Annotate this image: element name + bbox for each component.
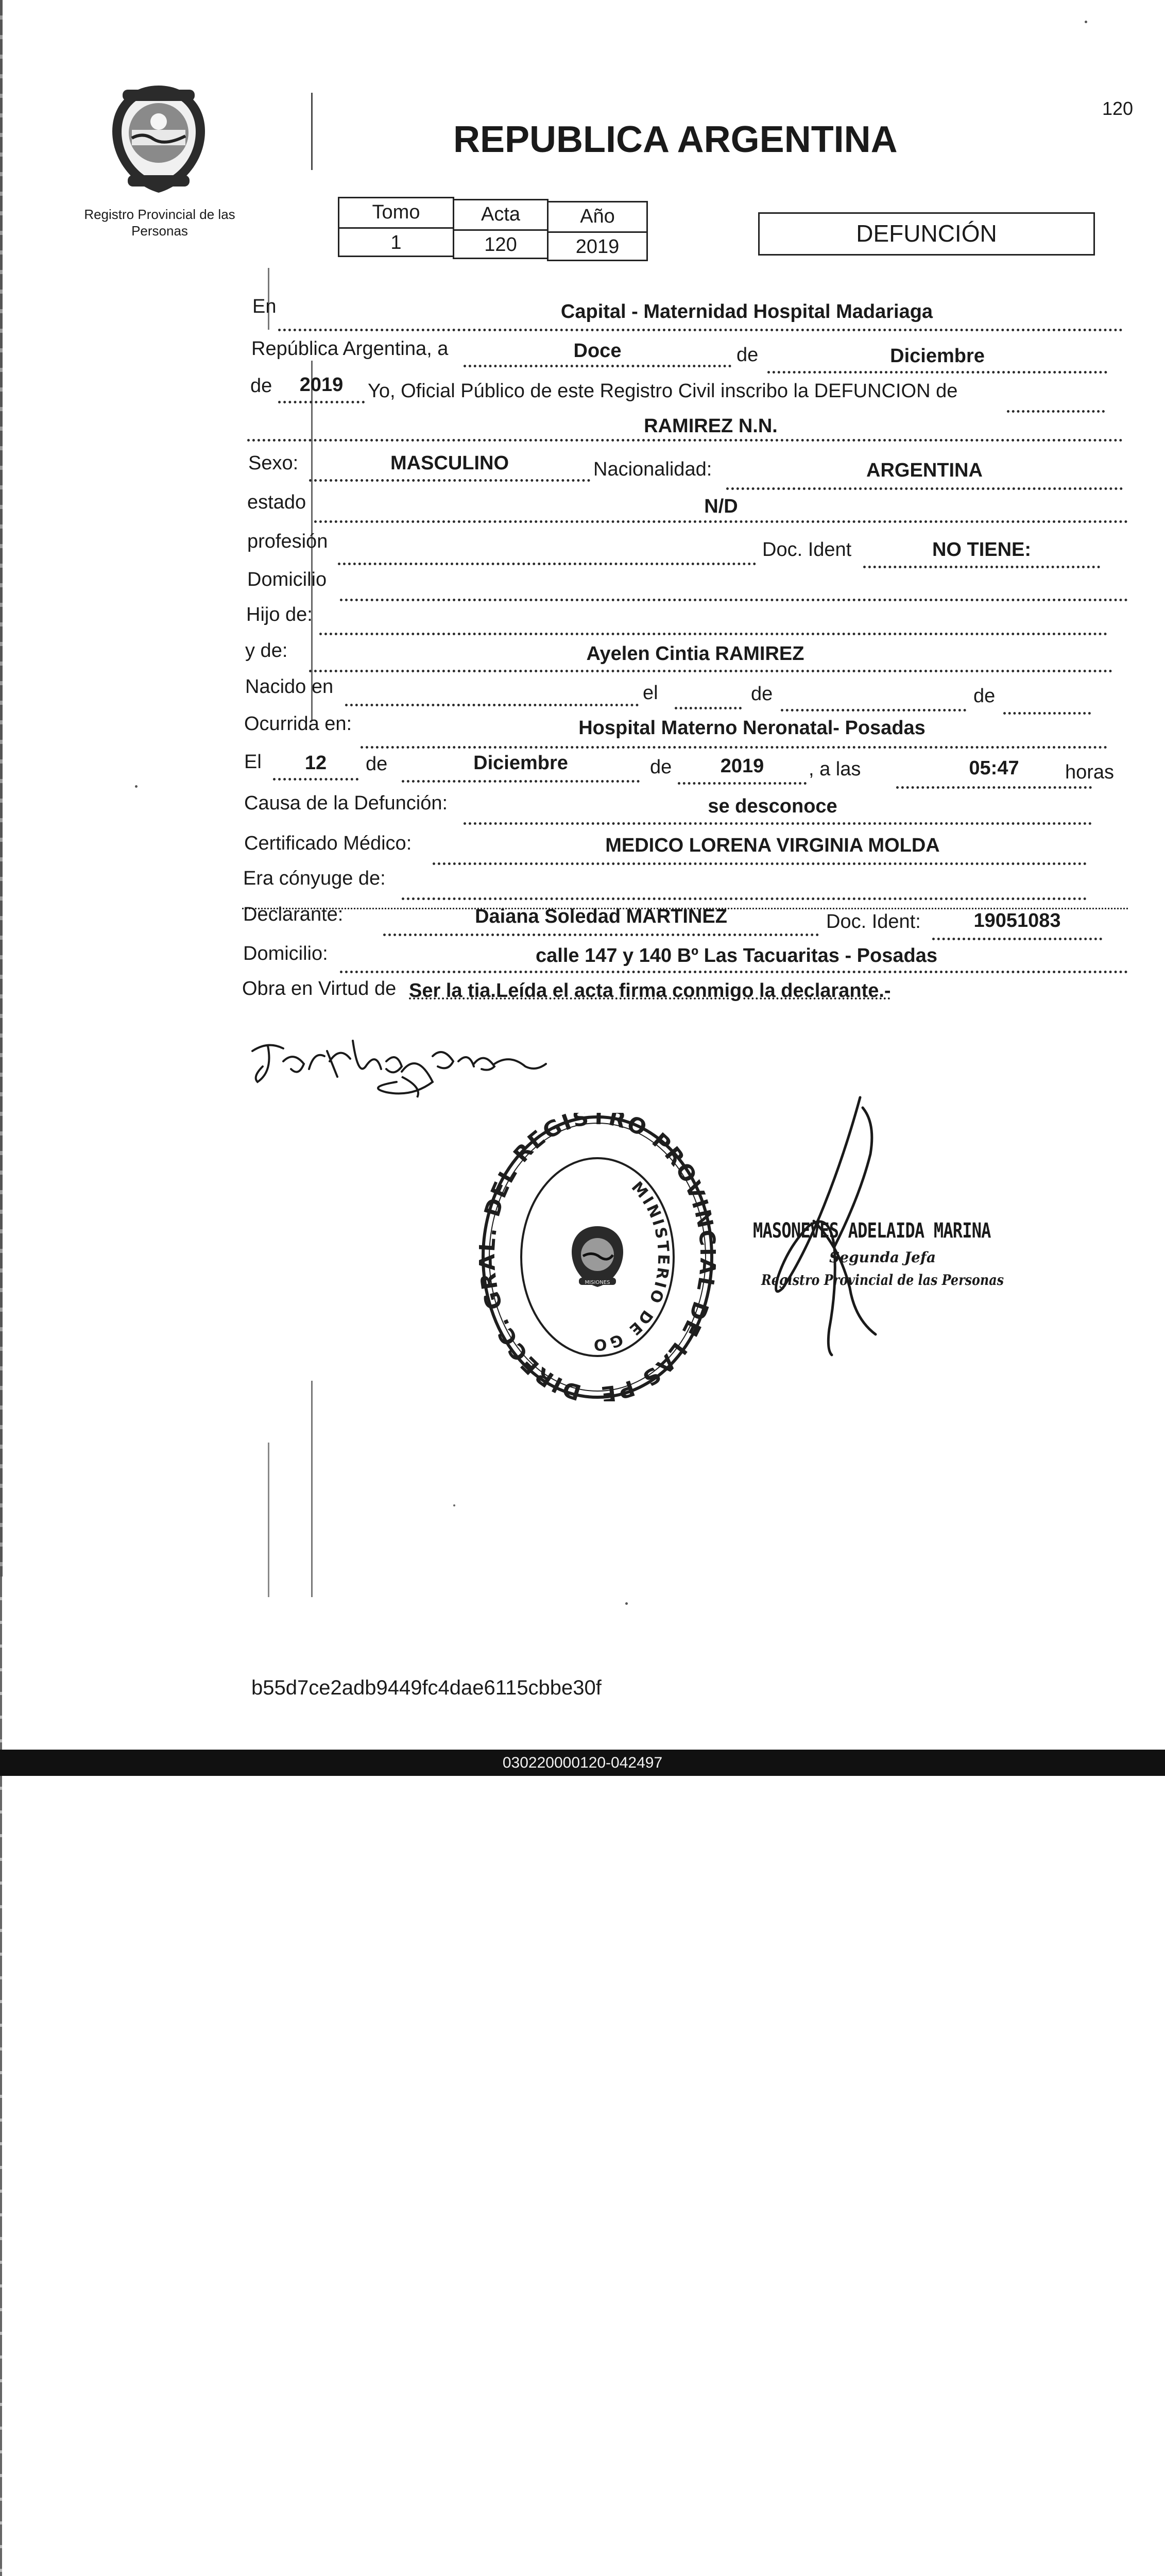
- label-profesion: profesión: [247, 531, 328, 552]
- table-cell-anio: 2019: [547, 231, 648, 261]
- misiones-logo: [107, 82, 210, 196]
- label-el: el: [643, 682, 658, 704]
- field-line: [678, 782, 807, 785]
- label-sexo: Sexo:: [248, 452, 299, 474]
- field-line: [1003, 712, 1091, 715]
- label-conyuge: Era cónyuge de:: [243, 868, 386, 889]
- field-line: [932, 938, 1102, 940]
- table-header-tomo: Tomo: [338, 197, 454, 229]
- field-anio: 2019: [299, 374, 344, 396]
- field-line: [340, 971, 1128, 973]
- field-line: [247, 439, 1123, 442]
- field-line: [345, 704, 639, 706]
- label-certificado: Certificado Médico:: [244, 833, 412, 854]
- field-fecha-mes: Diciembre: [473, 752, 568, 774]
- field-line: [314, 520, 1128, 523]
- field-line: [402, 780, 640, 783]
- table-header-acta: Acta: [453, 199, 549, 231]
- registry-name: Registro Provincial de las Personas: [84, 207, 235, 239]
- field-line: [340, 599, 1128, 601]
- field-causa: se desconoce: [708, 795, 837, 817]
- svg-text:DIRECC. GRAL. DEL REGISTRO PRO: DIRECC. G DEL REGISTRO PROVIN DE LAS PE: [479, 1113, 716, 1401]
- field-y-de: Ayelen Cintia RAMIREZ: [586, 643, 804, 665]
- label-domicilio-declarante: Domicilio:: [243, 943, 328, 964]
- label-de-fecha-2: de: [650, 756, 672, 778]
- fold-mark: [311, 1381, 313, 1597]
- table-header-anio: Año: [547, 201, 648, 233]
- table-cell-acta: 120: [453, 229, 549, 259]
- field-line: [767, 371, 1107, 374]
- field-nombre: RAMIREZ N.N.: [644, 415, 778, 437]
- field-line: [863, 566, 1100, 568]
- label-doc-ident: Doc. Ident: [762, 539, 852, 561]
- label-horas: horas: [1065, 761, 1115, 783]
- svg-text:MISIONES: MISIONES: [585, 1280, 610, 1285]
- field-certificado: MEDICO LORENA VIRGINIA MOLDA: [605, 835, 940, 856]
- field-line: [309, 670, 1112, 672]
- field-mes: Diciembre: [890, 345, 985, 367]
- label-nacionalidad: Nacionalidad:: [593, 459, 712, 480]
- record-type-box: DEFUNCIÓN: [758, 212, 1095, 256]
- page-title: REPUBLICA ARGENTINA: [453, 119, 898, 160]
- field-line: [278, 329, 1123, 331]
- label-el-fecha: El: [244, 751, 262, 773]
- official-title: Segunda Jefa: [829, 1249, 936, 1266]
- label-de-nacido-2: de: [973, 685, 996, 707]
- page-number: 120: [1102, 98, 1134, 119]
- field-line: [338, 563, 756, 565]
- field-line: [464, 822, 1092, 825]
- official-seal: [479, 1113, 716, 1401]
- label-y-de: y de:: [245, 640, 288, 662]
- field-line: [402, 897, 1087, 900]
- field-line: [675, 707, 742, 709]
- label-obra: Obra en Virtud de: [242, 978, 397, 999]
- field-line: [896, 786, 1092, 789]
- field-hora: 05:47: [969, 757, 1019, 779]
- label-declarante: Declarante:: [243, 904, 344, 925]
- field-fecha-dia: 12: [304, 752, 327, 774]
- field-line: [273, 778, 358, 781]
- scan-speck: [453, 1504, 455, 1506]
- field-ocurrida-en: Hospital Materno Neronatal- Posadas: [578, 717, 926, 739]
- field-line: [361, 746, 1107, 749]
- field-line: [383, 934, 819, 936]
- field-lugar: Capital - Maternidad Hospital Madariaga: [560, 301, 933, 323]
- field-nacionalidad: ARGENTINA: [866, 460, 983, 481]
- field-doc-ident: NO TIENE:: [932, 539, 1032, 561]
- page-frame-right: [0, 1577, 2, 2576]
- label-de-nacido: de: [751, 683, 773, 705]
- scan-speck: [1085, 21, 1087, 23]
- field-line: [309, 479, 590, 482]
- label-republica: República Argentina, a: [251, 338, 449, 360]
- page-frame-left: [0, 0, 3, 1577]
- field-domicilio-declarante: calle 147 y 140 Bº Las Tacuaritas - Posadas: [536, 945, 937, 967]
- label-ocurrida-en: Ocurrida en:: [244, 713, 352, 735]
- label-de-anio: de: [250, 375, 272, 397]
- label-hijo-de: Hijo de:: [246, 604, 313, 625]
- label-domicilio: Domicilio: [247, 569, 327, 590]
- scan-speck: [135, 785, 138, 788]
- field-line: [319, 633, 1107, 635]
- official-office: Registro Provincial de las Personas: [761, 1272, 1004, 1289]
- field-obra: Ser la tia.Leída el acta firma conmigo la declarante.-: [409, 980, 891, 1002]
- field-line: [278, 401, 365, 403]
- barcode-bar: 030220000120-042497: [0, 1750, 1165, 1776]
- field-estado: N/D: [704, 496, 738, 517]
- table-cell-tomo: 1: [338, 227, 454, 257]
- field-fecha-anio: 2019: [720, 755, 764, 777]
- label-causa: Causa de la Defunción:: [244, 792, 448, 814]
- field-dia: Doce: [573, 340, 622, 362]
- label-doc-ident-declarante: Doc. Ident:: [826, 911, 921, 933]
- field-declarante-doc: 19051083: [973, 910, 1061, 931]
- label-de-fecha: de: [366, 753, 388, 775]
- fold-mark: [268, 1443, 269, 1597]
- svg-text:MINISTERIO DE GOBIERNO: MINISTERIO DE GO: [591, 1178, 673, 1354]
- declarant-signature: [247, 1020, 567, 1108]
- official-name: MASONEVES ADELAIDA MARINA: [753, 1219, 991, 1243]
- field-line: [726, 487, 1123, 490]
- label-estado: estado: [247, 492, 306, 513]
- document-hash: b55d7ce2adb9449fc4dae6115cbbe30f: [251, 1676, 602, 1699]
- fold-mark: [311, 93, 313, 170]
- label-nacido-en: Nacido en: [245, 676, 334, 698]
- label-a-las: , a las: [809, 758, 861, 780]
- label-yo-oficial: Yo, Oficial Público de este Registro Civil inscribo la DEFUNCION de: [368, 380, 958, 402]
- field-line: [433, 862, 1087, 865]
- scan-speck: [625, 1602, 628, 1605]
- field-line: [1007, 410, 1105, 413]
- field-line: [464, 365, 731, 367]
- field-sexo: MASCULINO: [390, 452, 509, 474]
- label-de: de: [736, 344, 759, 366]
- field-declarante: Daiana Soledad MARTINEZ: [475, 906, 727, 927]
- field-line: [781, 709, 966, 711]
- label-en: En: [252, 296, 277, 317]
